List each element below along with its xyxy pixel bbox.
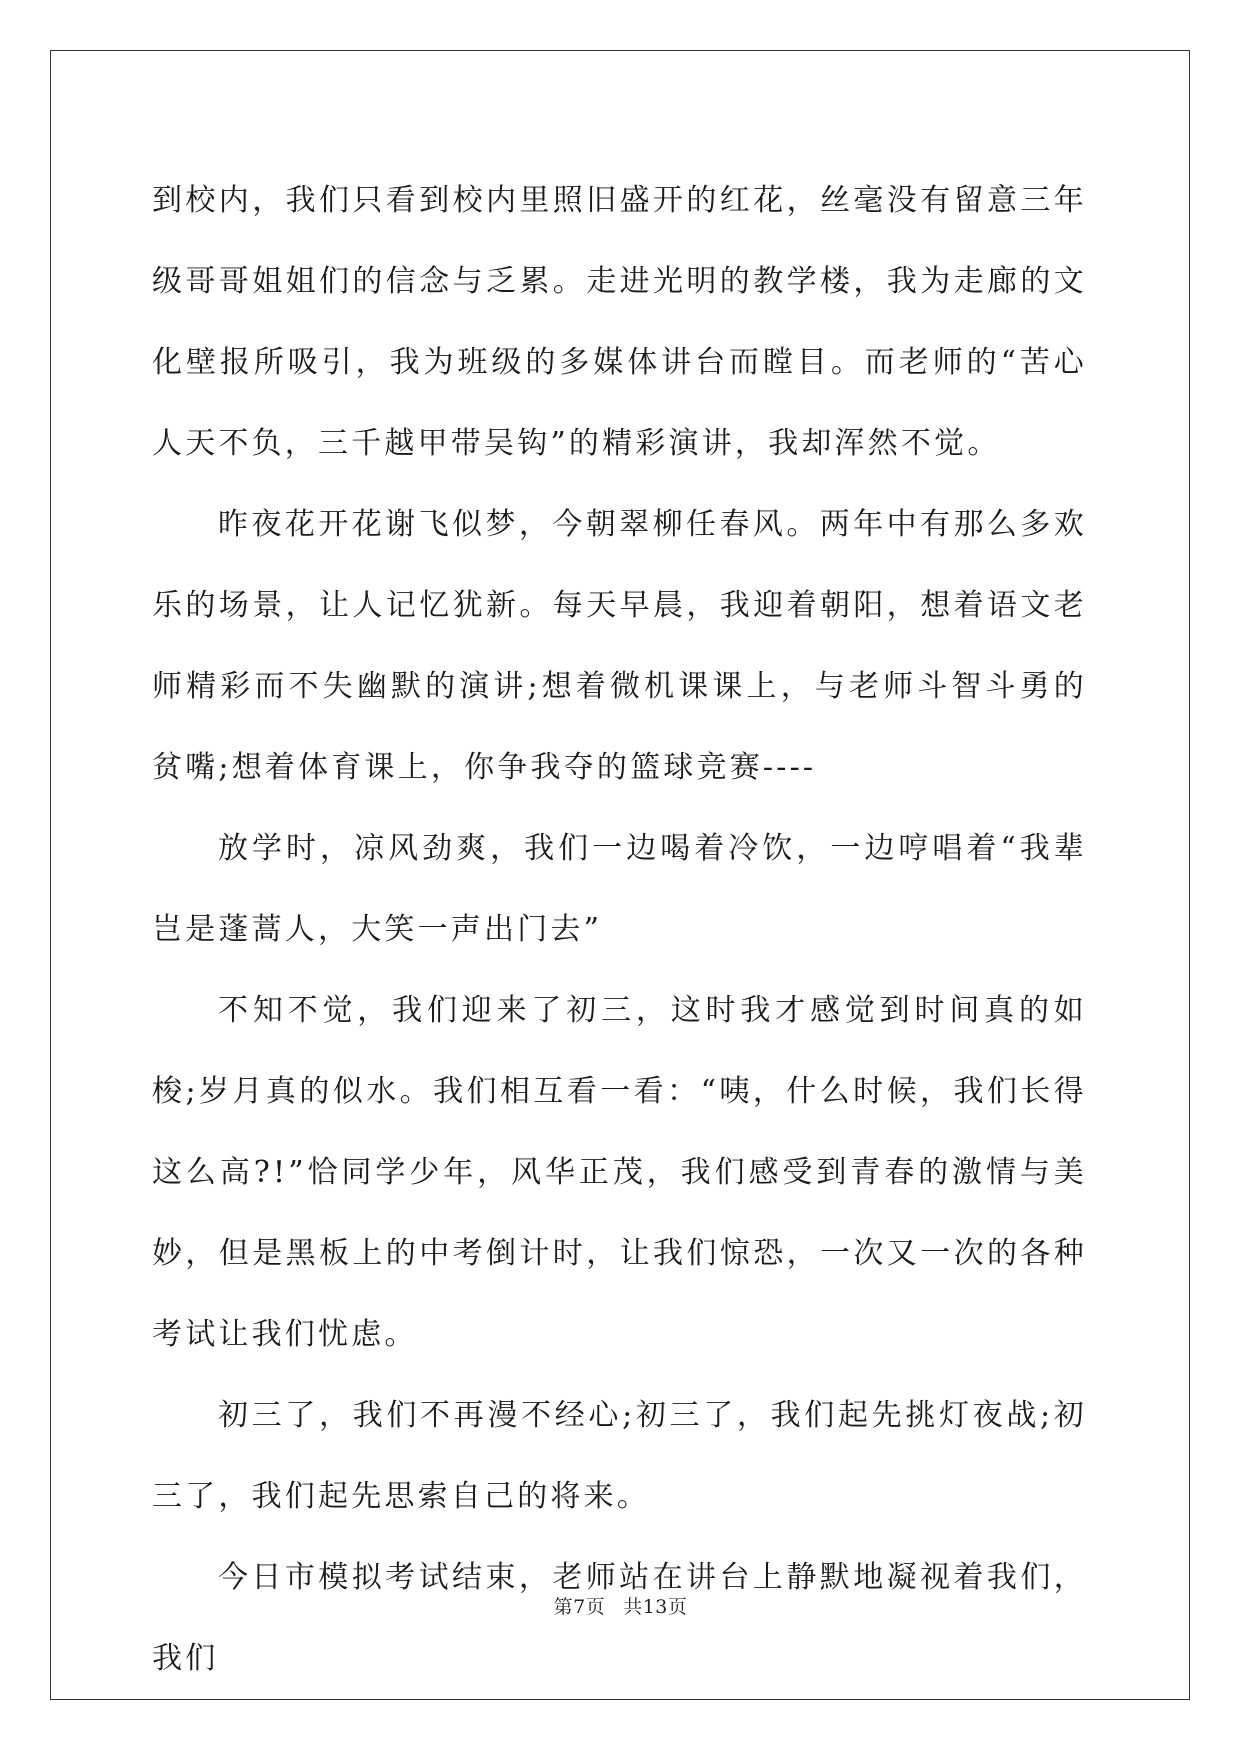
paragraph-2: 昨夜花开花谢飞似梦，今朝翠柳任春风。两年中有那么多欢乐的场景，让人记忆犹新。每天早晨，我迎着朝阳，想着语文老师精彩而不失幽默的演讲;想着微机课课上，与老师斗智斗勇的贫嘴;想着体育课上，你争我夺的篮球竞赛---- bbox=[152, 507, 1087, 785]
document-body bbox=[152, 160, 1087, 1699]
page-total: 共13页 bbox=[623, 1596, 688, 1618]
page-number: 第7页 bbox=[553, 1596, 606, 1618]
paragraph-1: 到校内，我们只看到校内里照旧盛开的红花，丝毫没有留意三年级哥哥姐姐们的信念与乏累。走进光明的教学楼，我为走廊的文化壁报所吸引，我为班级的多媒体讲台而瞠目。而老师的“苦心人天不负，三千越甲带吴钩”的精彩演讲，我却浑然不觉。 bbox=[152, 183, 1087, 461]
paragraph-6: 今日市模拟考试结束，老师站在讲台上静默地凝视着我们，我们 bbox=[152, 1560, 1087, 1676]
paragraph-4: 不知不觉，我们迎来了初三，这时我才感觉到时间真的如梭;岁月真的似水。我们相互看一看：“咦，什么时候，我们长得这么高?!”恰同学少年，风华正茂，我们感受到青春的激情与美妙，但是黑板上的中考倒计时，让我们惊恐，一次又一次的各种考试让我们忧虑。 bbox=[152, 993, 1087, 1352]
page-footer bbox=[0, 1592, 1241, 1619]
paragraph-5: 初三了，我们不再漫不经心;初三了，我们起先挑灯夜战;初三了，我们起先思索自己的将来。 bbox=[152, 1398, 1087, 1514]
paragraph-3: 放学时，凉风劲爽，我们一边喝着冷饮，一边哼唱着“我辈岂是蓬蒿人，大笑一声出门去” bbox=[152, 831, 1087, 947]
